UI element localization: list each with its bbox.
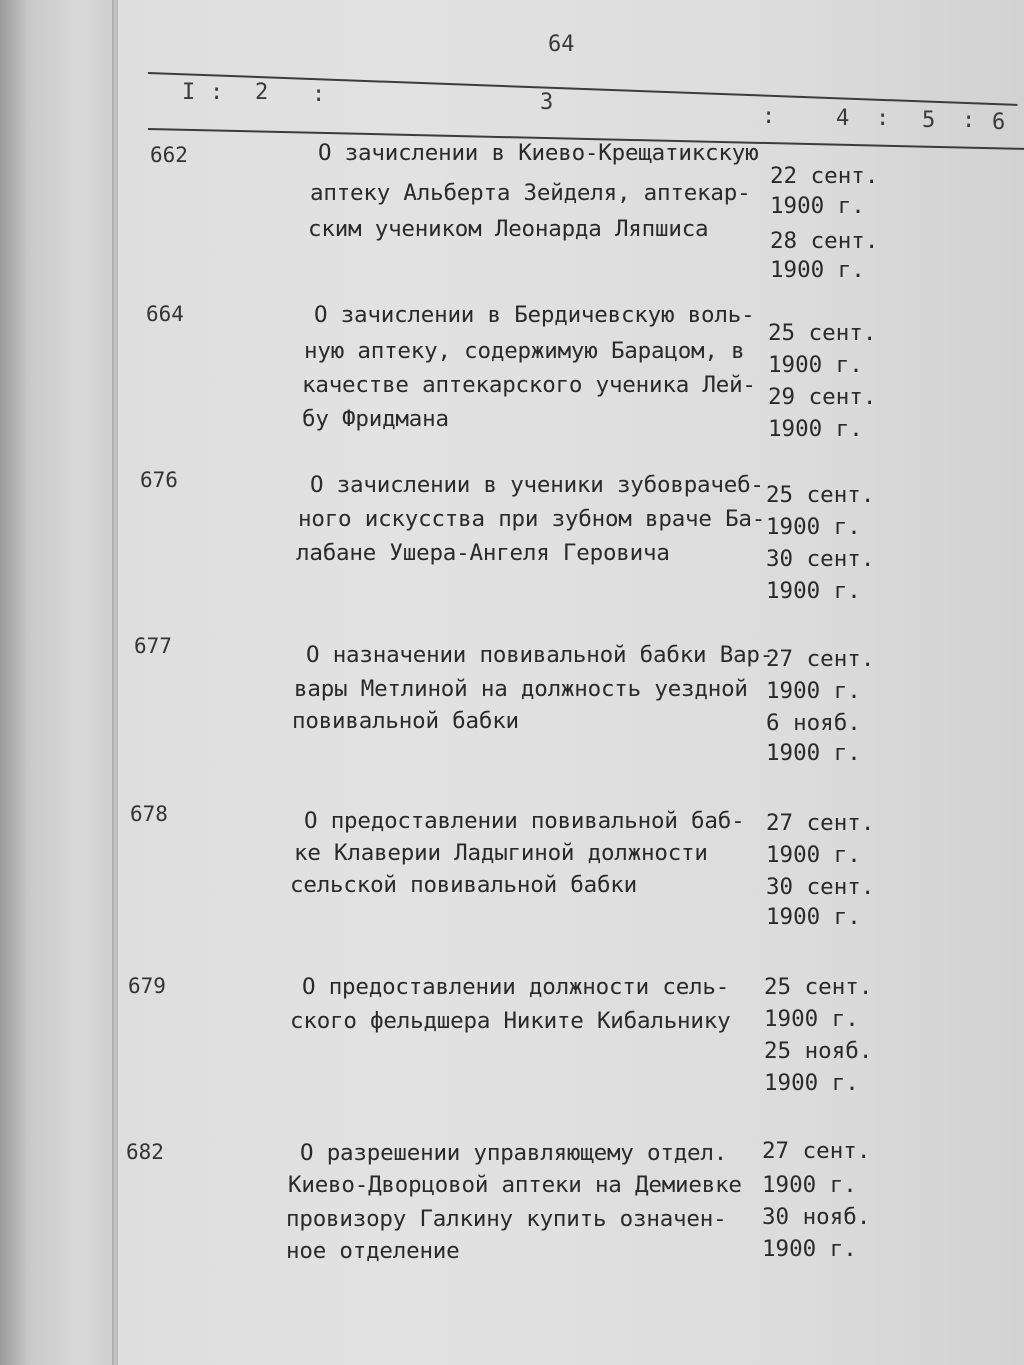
entry-text-line: О зачислении в Киево-Крещатикскую (318, 140, 759, 166)
entry-text-line: качестве аптекарского ученика Лей- (302, 372, 756, 398)
header-col-2: 2 (255, 80, 269, 105)
header-separator: : (210, 80, 224, 105)
entry-date: 1900 г. (764, 1070, 859, 1096)
entry-text-line: аптеку Альберта Зейделя, аптекар- (310, 180, 751, 206)
entry-date: 22 сент. (770, 163, 879, 189)
entry-date: 25 сент. (768, 320, 877, 346)
entry-date: 27 сент. (762, 1138, 871, 1164)
header-top-rule (148, 72, 1017, 106)
entry-number: 678 (130, 802, 168, 826)
header-separator: : (762, 104, 776, 129)
entry-date: 27 сент. (766, 646, 875, 672)
entry-date: 25 сент. (766, 482, 875, 508)
entry-date: 1900 г. (768, 352, 863, 378)
entry-number: 662 (150, 143, 188, 167)
entry-date: 25 сент. (764, 974, 873, 1000)
entry-text-line: ного искусства при зубном враче Ба- (298, 506, 766, 532)
entry-date: 1900 г. (768, 416, 863, 442)
entry-text-line: ную аптеку, содержимую Барацом, в (304, 338, 745, 364)
entry-number: 677 (134, 634, 172, 658)
entry-date: 1900 г. (764, 1006, 859, 1032)
entry-date: 27 сент. (766, 810, 875, 836)
entry-date: 30 сент. (766, 546, 875, 572)
entry-text-line: О назначении повивальной бабки Вар- (306, 642, 774, 668)
entry-text-line: О зачислении в ученики зубоврачеб- (310, 472, 764, 498)
header-col-6: 6 (992, 110, 1006, 135)
entry-text-line: бу Фридмана (302, 406, 449, 432)
entry-date: 30 сент. (766, 874, 875, 900)
entry-text-line: О предоставлении повивальной баб- (304, 808, 745, 834)
entry-date: 1900 г. (766, 578, 861, 604)
entry-text-line: ное отделение (286, 1238, 460, 1264)
entry-text-line: повивальной бабки (292, 708, 519, 734)
header-col-5: 5 (922, 108, 936, 133)
entry-date: 1900 г. (766, 678, 861, 704)
page-edge (112, 0, 115, 1365)
entry-text-line: ского фельдшера Никите Кибальнику (290, 1008, 731, 1034)
entry-text-line: О разрешении управляющему отдел. (300, 1140, 728, 1166)
entry-text-line: Киево-Дворцовой аптеки на Демиевке (288, 1172, 742, 1198)
entry-date: 1900 г. (766, 904, 861, 930)
entry-text-line: О зачислении в Бердичевскую воль- (314, 302, 755, 328)
entry-number: 664 (146, 302, 184, 326)
header-col-3: 3 (540, 90, 554, 115)
entry-date: 1900 г. (770, 257, 865, 283)
header-col-4: 4 (836, 106, 850, 131)
entry-text-line: сельской повивальной бабки (290, 872, 637, 898)
entry-text-line: О предоставлении должности сель- (302, 974, 730, 1000)
page-number: 64 (548, 32, 575, 57)
entry-date: 25 нояб. (764, 1038, 873, 1064)
entry-date: 1900 г. (762, 1172, 857, 1198)
header-separator: : (312, 82, 326, 107)
entry-text-line: ке Клаверии Ладыгиной должности (294, 840, 708, 866)
entry-date: 1900 г. (770, 193, 865, 219)
entry-date: 28 сент. (770, 228, 879, 254)
entry-date: 6 нояб. (766, 710, 861, 736)
entry-text-line: провизору Галкину купить означен- (286, 1206, 727, 1232)
header-separator: : (962, 108, 976, 133)
entry-number: 676 (140, 468, 178, 492)
entry-date: 30 нояб. (762, 1204, 871, 1230)
header-col-1: I (182, 80, 196, 105)
entry-text-line: вары Метлиной на должность уездной (294, 676, 748, 702)
entry-date: 1900 г. (762, 1236, 857, 1262)
entry-date: 29 сент. (768, 384, 877, 410)
header-separator: : (876, 106, 890, 131)
entry-number: 682 (126, 1140, 164, 1164)
entry-date: 1900 г. (766, 514, 861, 540)
book-spine-shadow (0, 0, 118, 1365)
entry-number: 679 (128, 974, 166, 998)
entry-text-line: лабане Ушера-Ангеля Геровича (296, 540, 670, 566)
entry-date: 1900 г. (766, 842, 861, 868)
entry-date: 1900 г. (766, 740, 861, 766)
entry-text-line: ским учеником Леонарда Ляпшиса (308, 216, 709, 242)
